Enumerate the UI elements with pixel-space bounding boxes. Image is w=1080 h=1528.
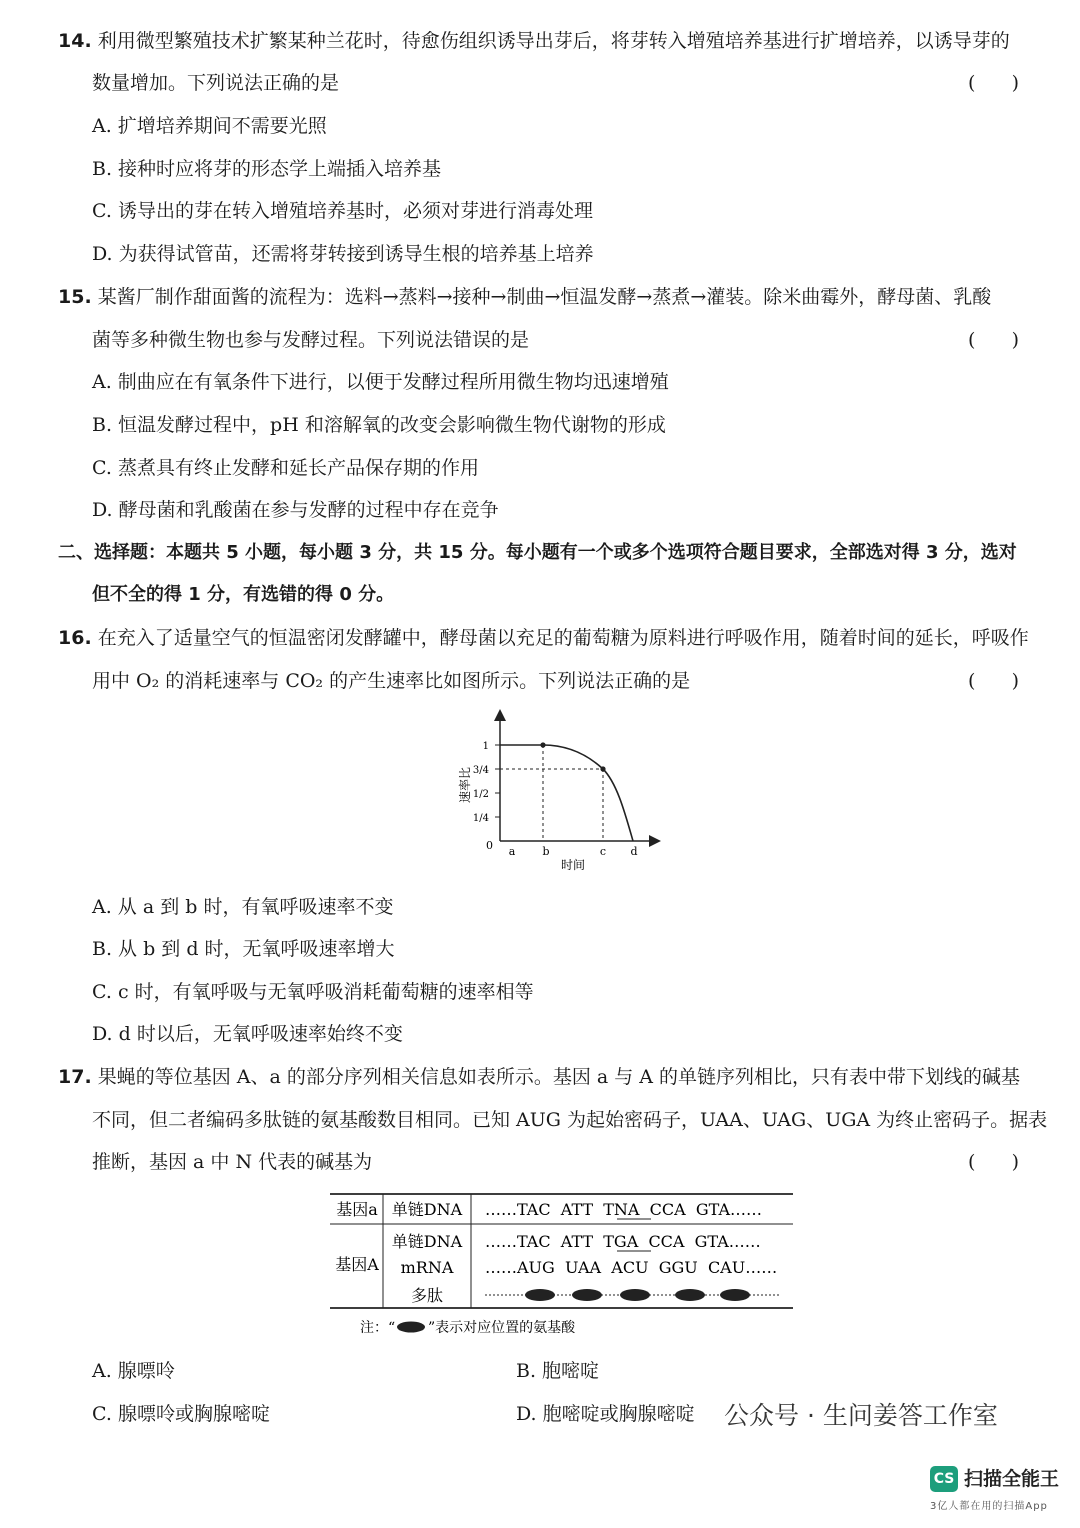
table-note-prefix: 注：“	[360, 1320, 396, 1336]
q17-option-c: C. 腺嘌呤或胸腺嘧啶	[92, 1403, 270, 1425]
q17-line3: 推断，基因 a 中 N 代表的碱基为	[92, 1151, 373, 1173]
graph-xtick-d: d	[630, 845, 638, 858]
peptide-amino-acid-2	[572, 1289, 602, 1301]
q17-number: 17.	[58, 1066, 92, 1088]
q14-number: 14.	[58, 30, 92, 52]
q14-option-a: A. 扩增培养期间不需要光照	[92, 115, 327, 137]
q16-number: 16.	[58, 627, 92, 649]
q17-line2: 不同，但二者编码多肽链的氨基酸数目相同。已知 AUG 为起始密码子，UAA、UAG、UGA 为终止密码子。据表	[92, 1109, 1048, 1131]
q16-line2: 用中 O₂ 的消耗速率与 CO₂ 的产生速率比如图所示。下列说法正确的是	[92, 670, 691, 692]
graph-y-label: 速率比	[458, 766, 472, 804]
graph-xtick-a: a	[508, 845, 516, 858]
q16-option-c: C. c 时，有氧呼吸与无氧呼吸消耗葡萄糖的速率相等	[92, 981, 534, 1003]
q15-line2: 菌等多种微生物也参与发酵过程。下列说法错误的是	[92, 329, 530, 351]
table-row-a-seq: ……TAC ATT TNA CCA GTA……	[485, 1200, 762, 1219]
camscanner-name: 扫描全能王	[964, 1468, 1060, 1490]
graph-ytick-1-4: 1/4	[472, 813, 489, 824]
table-row-a-ssdna: 单链DNA	[391, 1200, 463, 1219]
table-row-A-ssdna: 单链DNA	[391, 1232, 463, 1251]
section2-heading-1: 二、选择题：本题共 5 小题，每小题 3 分，共 15 分。每小题有一个或多个选项符合题目要求，全部选对得 3 分，选对	[58, 542, 1017, 563]
table-row-A-dna-seq: ……TAC ATT TGA CCA GTA……	[485, 1232, 761, 1251]
peptide-amino-acid-4	[675, 1289, 705, 1301]
q16-option-a: A. 从 a 到 b 时，有氧呼吸速率不变	[92, 896, 394, 918]
q17-text-1: 果蝇的等位基因 A、a 的部分序列相关信息如表所示。基因 a 与 A 的单链序列相比，只有表中带下划线的碱基	[97, 1066, 1021, 1088]
q16-line1	[58, 625, 1029, 651]
camscanner-tagline: 3亿人都在用的扫描App	[930, 1501, 1048, 1512]
q17-option-d: D. 胞嘧啶或胸腺嘧啶	[516, 1403, 695, 1425]
graph-xtick-c: c	[599, 845, 607, 858]
q15-option-a: A. 制曲应在有氧条件下进行，以便于发酵过程所用微生物均迅速增殖	[92, 371, 669, 393]
q15-option-c: C. 蒸煮具有终止发酵和延长产品保存期的作用	[92, 457, 479, 479]
graph-curve	[500, 745, 633, 841]
section2-heading-2: 但不全的得 1 分，有选错的得 0 分。	[92, 584, 395, 605]
q15-text-1: 某酱厂制作甜面酱的流程为：选料→蒸料→接种→制曲→恒温发酵→蒸煮→灌装。除米曲霉外，酵母菌、乳酸	[97, 286, 992, 308]
camscanner-logo-icon: CS	[930, 1466, 958, 1492]
q17-option-b: B. 胞嘧啶	[516, 1360, 600, 1382]
peptide-amino-acid-5	[720, 1289, 750, 1301]
graph-ytick-1: 1	[482, 741, 489, 752]
q16-text-1: 在充入了适量空气的恒温密闭发酵罐中，酵母菌以充足的葡萄糖为原料进行呼吸作用，随着时间的延长，呼吸作	[97, 627, 1029, 649]
q14-answer-paren: ( )	[968, 72, 1020, 94]
table-row-A-mrna: mRNA	[400, 1258, 454, 1277]
graph-ytick-0: 0	[486, 839, 493, 852]
graph-xtick-b: b	[542, 845, 550, 858]
peptide-amino-acid-1	[525, 1289, 555, 1301]
peptide-amino-acid-3	[620, 1289, 650, 1301]
q15-option-d: D. 酵母菌和乳酸菌在参与发酵的过程中存在竞争	[92, 499, 499, 521]
wechat-watermark: 公众号 · 生问姜答工作室	[724, 1401, 998, 1430]
q15-line1	[58, 284, 991, 310]
q14-option-c: C. 诱导出的芽在转入增殖培养基时，必须对芽进行消毒处理	[92, 200, 593, 222]
q14-text-1: 利用微型繁殖技术扩繁某种兰花时，待愈伤组织诱导出芽后，将芽转入增殖培养基进行扩增培养，以诱导芽的	[97, 30, 1010, 52]
graph-x-label: 时间	[560, 858, 586, 872]
table-note-suffix: ”表示对应位置的氨基酸	[428, 1320, 576, 1336]
q16-rate-ratio-graph	[455, 705, 675, 880]
q14-option-d: D. 为获得试管苗，还需将芽转接到诱导生根的培养基上培养	[92, 243, 594, 265]
q14-line2: 数量增加。下列说法正确的是	[92, 72, 340, 94]
note-amino-acid-symbol	[397, 1322, 425, 1333]
q15-number: 15.	[58, 286, 92, 308]
q17-option-a: A. 腺嘌呤	[92, 1360, 175, 1382]
graph-ytick-1-2: 1/2	[472, 789, 489, 800]
q17-line1	[58, 1064, 1020, 1090]
q17-sequence-table	[325, 1190, 800, 1340]
q16-answer-paren: ( )	[968, 670, 1020, 692]
q15-option-b: B. 恒温发酵过程中，pH 和溶解氧的改变会影响微生物代谢物的形成	[92, 414, 666, 436]
q16-option-d: D. d 时以后，无氧呼吸速率始终不变	[92, 1023, 403, 1045]
q15-answer-paren: ( )	[968, 329, 1020, 351]
table-gene-A-label: 基因A	[335, 1255, 379, 1274]
graph-ytick-3-4: 3/4	[472, 765, 489, 776]
q16-option-b: B. 从 b 到 d 时，无氧呼吸速率增大	[92, 938, 395, 960]
table-gene-a-label: 基因a	[336, 1200, 378, 1219]
table-row-A-mrna-seq: ……AUG UAA ACU GGU CAU……	[485, 1258, 778, 1277]
table-row-A-peptide: 多肽	[410, 1286, 444, 1305]
q14-option-b: B. 接种时应将芽的形态学上端插入培养基	[92, 158, 442, 180]
q14-line1	[58, 28, 1010, 54]
q17-answer-paren: ( )	[968, 1151, 1020, 1173]
